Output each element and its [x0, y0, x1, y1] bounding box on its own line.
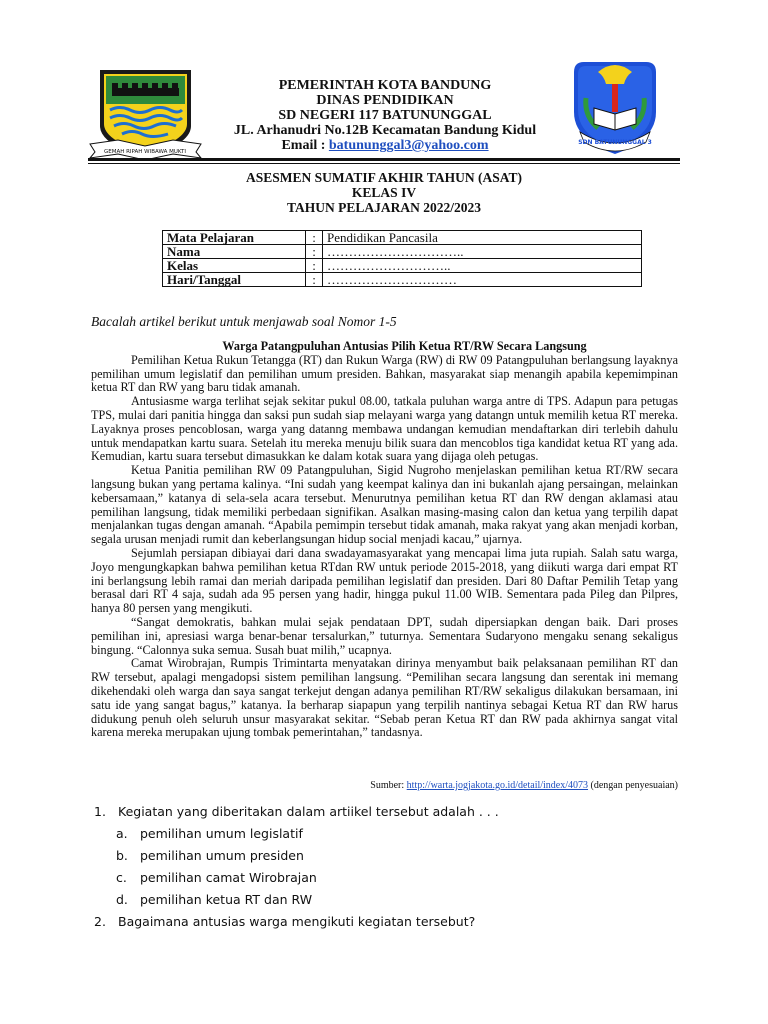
answer-option-c[interactable] — [116, 870, 317, 885]
source-label: Sumber: — [370, 780, 407, 791]
article-paragraph: Ketua Panitia pemilihan RW 09 Patangpuluhan, Sigid Nugroho menjelaskan pemilihan ketua RT/RW secara langsung bukan yang pertama kalinya. “Ini sudah yang keempat kalinya dan ini bukanlah ajang persaingan, melainkan kebersamaan,” katanya di sela-sela acara tersebut. Menurutnya pemilihan ketua RT dan RW dengan aklamasi atau pemilihan langsung, tidak memiliki perbedaan signifikan. Asalkan masing-masing calon dan ketua yang terpilih dapat menjalankan tugas dengan amanah. “Apabila pemimpin tersebut tidak amanah, maka rakyat yang akan menjadi korban, segala urusan menjadi rumit dan keberlangsungan hidup social menjadi kacau,” ujarnya. — [91, 463, 678, 547]
option-letter: b. — [116, 848, 128, 863]
article-paragraph: Antusiasme warga terlihat sejak sekitar pukul 08.00, tatkala puluhan warga antre di TPS. Adapun para petugas TPS, mulai dari panitia hingga dan saksi pun sudah siap melayani warga yang datangn untuk memilih ketua RT mereka. Layaknya proses pencoblosan, warga yang datanng membawa undangan kemudian mendaftarkan diri terlebih dahulu untuk mendapatkan kartu suara. Setelah itu mereka menuju bilik suara dan mencoblos tiga kandidat ketua RT yang ada. Kemudian, kartu suara tersebut dimasukkan ke dalam kotak suara yang dijaga oleh petugas. — [91, 394, 678, 464]
table-row — [163, 245, 642, 259]
identity-separator: : — [306, 259, 323, 273]
identity-label: Kelas — [163, 259, 306, 273]
question-number: 2. — [94, 914, 106, 929]
school-logo — [566, 58, 664, 158]
option-letter: d. — [116, 892, 128, 907]
identity-value-date[interactable]: ………………………… — [323, 273, 642, 287]
option-text: pemilihan ketua RT dan RW — [140, 892, 313, 907]
department-name: DINAS PENDIDIKAN — [316, 93, 454, 108]
article — [91, 340, 678, 740]
article-paragraph: Camat Wirobrajan, Rumpis Trimintarta menyatakan dirinya menyambut baik pelaksanaan pemilihan RT dan RW tersebut, apalagi mengadopsi sistem pemilihan langsung. “Pemilihan secara langsung dan serentak ini memang dikehendaki oleh warga dan saya sangat terkejut dengan adanya pemilihan RT/RW sekaligus dilakukan bersamaan, ini satu ide yang sangat bagus,” katanya. Ia berharap siapapun yang terpilih nantinya sebagai Ketua RT dan RW harus didukung penuh oleh seluruh unsur masyarakat sekitar. “Sebab peran Ketua RT dan RW pada akhirnya sangat vital karena mereka merupakan ujung tombak pemerintahan,” tandasnya. — [91, 656, 678, 740]
exam-class: KELAS IV — [351, 185, 417, 200]
article-source — [370, 780, 678, 791]
bandung-city-logo — [88, 66, 203, 162]
identity-value-subject[interactable]: Pendidikan Pancasila — [323, 231, 642, 245]
option-text: pemilihan umum legislatif — [140, 826, 303, 841]
question-number: 1. — [94, 804, 106, 819]
identity-separator: : — [306, 245, 323, 259]
identity-separator: : — [306, 273, 323, 287]
question-2 — [94, 914, 475, 929]
article-paragraph: “Sangat demokratis, bahkan mulai sejak pendataan DPT, sudah dipersiapkan dengan baik. Dari proses pemilihan ini, apresiasi warga benar-benar tersalurkan,” tuturnya. Sementara Sudaryono mengaku senang sekaligus bingung. “Calonnya suka semua. Susah buat milih,” ucapnya. — [91, 614, 678, 657]
exam-year: TAHUN PELAJARAN 2022/2023 — [286, 200, 481, 215]
article-paragraph: Sejumlah persiapan dibiayai dari dana swadayamasyarakat yang mencapai lima juta rupiah. Salah satu warga, Joyo mengungkapkan bahwa pemilihan ketua RTdan RW untuk periode 2015-2018, yang diikuti warga dari empat RT ini berlangsung lebih ramai dan meriah daripada pemilihan legislatif dan presiden. Dari 80 Daftar Pemilih Tetap yang berasal dari RT 4 saja, sudah ada 95 persen yang hadir, hingga pukul 11.00 WIB. Sementara pada Pileg dan Pilpres, hanya 80 persen yang mengikuti. — [91, 545, 678, 616]
email-line — [200, 138, 570, 153]
exam-title: ASESMEN SUMATIF AKHIR TAHUN (ASAT) — [245, 170, 523, 185]
email-label: Email : — [281, 138, 329, 153]
identity-value-class[interactable]: ……………………….. — [323, 259, 642, 273]
identity-value-name[interactable]: ………………………….. — [323, 245, 642, 259]
email-link[interactable]: batununggal3@yahoo.com — [328, 138, 489, 153]
government-name: PEMERINTAH KOTA BANDUNG — [278, 78, 492, 93]
reading-instruction: Bacalah artikel berikut untuk menjawab soal Nomor 1-5 — [91, 314, 397, 329]
option-letter: a. — [116, 826, 128, 841]
option-letter: c. — [116, 870, 127, 885]
school-address: JL. Arhanudri No.12B Kecamatan Bandung Kidul — [233, 123, 537, 138]
identity-table — [162, 230, 642, 287]
source-link[interactable]: http://warta.jogjakota.go.id/detail/index/4073 — [406, 780, 589, 791]
question-text: Bagaimana antusias warga mengikuti kegiatan tersebut? — [118, 914, 476, 929]
school-logo-text: SDN BATUNUNGGAL 3 — [578, 139, 652, 146]
answer-option-d[interactable] — [116, 892, 312, 907]
logo-motto-text: GEMAH RIPAH WIBAWA MUKTI — [103, 149, 187, 155]
letterhead-divider-thick — [88, 158, 680, 161]
letterhead-divider-thin — [88, 163, 680, 164]
table-row — [163, 273, 642, 287]
identity-label: Hari/Tanggal — [163, 273, 306, 287]
answer-option-a[interactable] — [116, 826, 303, 841]
table-row — [163, 259, 642, 273]
option-text: pemilihan camat Wirobrajan — [140, 870, 317, 885]
letterhead — [200, 78, 570, 153]
identity-label: Nama — [163, 245, 306, 259]
question-1 — [94, 804, 499, 819]
identity-label: Mata Pelajaran — [163, 231, 306, 245]
article-paragraph: Pemilihan Ketua Rukun Tetangga (RT) dan Rukun Warga (RW) di RW 09 Patangpuluhan berlangsung layaknya pemilihan umum legislatif dan pemilihan umum presiden. Bahkan, masyarakat siap menangih apabila kepemimpinan ketua RT dan RW yang baru tidak amanah. — [91, 352, 678, 395]
answer-option-b[interactable] — [116, 848, 304, 863]
table-row — [163, 231, 642, 245]
question-text: Kegiatan yang diberitakan dalam artiikel tersebut adalah . . . — [118, 804, 499, 819]
identity-separator: : — [306, 231, 323, 245]
article-title: Warga Patangpuluhan Antusias Pilih Ketua RT/RW Secara Langsung — [222, 339, 587, 353]
option-text: pemilihan umum presiden — [140, 848, 304, 863]
school-name: SD NEGERI 117 BATUNUNGGAL — [278, 108, 492, 123]
exam-heading — [200, 170, 568, 215]
source-note: (dengan penyesuaian) — [588, 780, 678, 791]
